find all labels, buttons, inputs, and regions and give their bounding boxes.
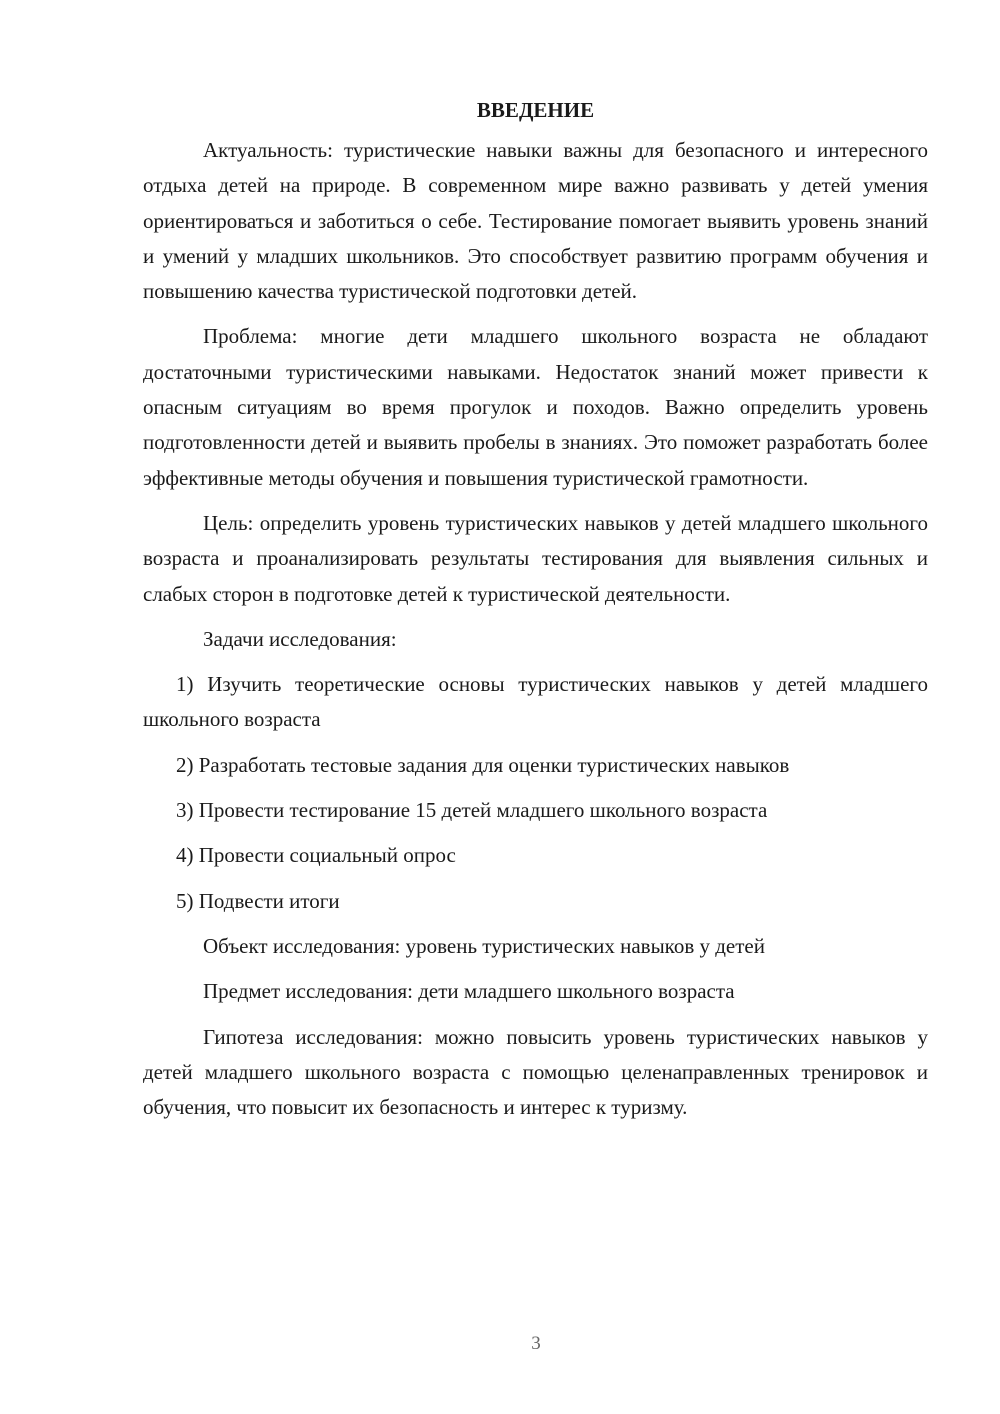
task-item-1: 1) Изучить теоретические основы туристических навыков у детей младшего школьного возраста bbox=[143, 672, 928, 732]
task-item-5: 5) Подвести итоги bbox=[176, 888, 340, 913]
task-item-2: 2) Разработать тестовые задания для оценки туристических навыков bbox=[176, 752, 790, 777]
paragraph-tasks-heading: Задачи исследования: bbox=[203, 626, 397, 651]
document-title: ВВЕДЕНИЕ bbox=[476, 98, 595, 122]
paragraph-subject: Предмет исследования: дети младшего школьного возраста bbox=[203, 979, 735, 1004]
paragraph-hypothesis: Гипотеза исследования: можно повысить уровень туристических навыков у детей младшего школьного возраста с помощью целенаправленных тренировок и обучения, что повысит их безопасность и интерес к туризму. bbox=[143, 1024, 928, 1120]
paragraph-problem: Проблема: многие дети младшего школьного возраста не обладают достаточными туристическими навыками. Недостаток знаний может привести к опасным ситуациям во время прогулок и походов. Важно определить уровень подготовленности детей и выявить пробелы в знаниях. Это поможет разработать более эффективные методы обучения и повышения туристической грамотности. bbox=[143, 324, 928, 490]
paragraph-object: Объект исследования: уровень туристических навыков у детей bbox=[203, 933, 765, 958]
task-item-3: 3) Провести тестирование 15 детей младшего школьного возраста bbox=[176, 798, 768, 823]
paragraph-goal: Цель: определить уровень туристических навыков у детей младшего школьного возраста и проанализировать результаты тестирования для выявления сильных и слабых сторон в подготовке детей к туристической деятельности. bbox=[143, 510, 928, 606]
page-number: 3 bbox=[531, 1333, 541, 1354]
document-page bbox=[143, 95, 928, 1125]
task-item-4: 4) Провести социальный опрос bbox=[176, 843, 456, 868]
paragraph-relevance: Актуальность: туристические навыки важны для безопасного и интересного отдыха детей на природе. В современном мире важно развивать у детей умения ориентироваться и заботиться о себе. Тестирование помогает выявить уровень знаний и умений у младших школьников. Это способствует развитию программ обучения и повышению качества туристической подготовки детей. bbox=[143, 138, 928, 304]
